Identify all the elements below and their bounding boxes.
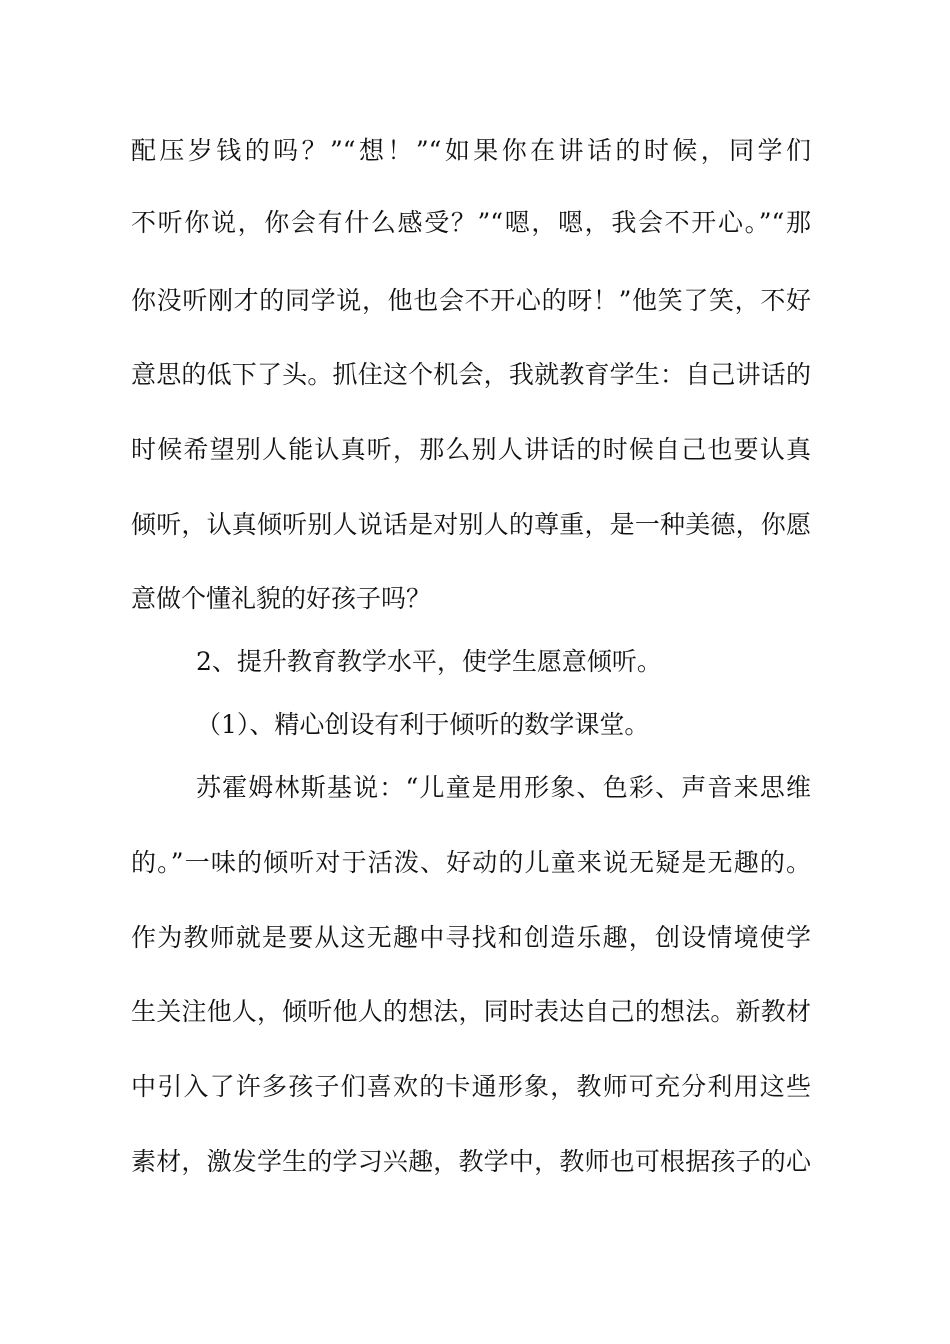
text-line: 作为教师就是要从这无趣中寻找和创造乐趣，创设情境使学 (131, 923, 811, 952)
subsection-heading: （1）、精心创设有利于倾听的数学课堂。 (196, 710, 650, 739)
text-line: 的。”一味的倾听对于活泼、好动的儿童来说无疑是无趣的。 (131, 848, 811, 877)
text-line: 倾听，认真倾听别人说话是对别人的尊重，是一种美德，你愿 (131, 510, 811, 539)
text-line: 生关注他人，倾听他人的想法，同时表达自己的想法。新教材 (131, 997, 811, 1026)
text-line: 配压岁钱的吗？”“想！”“如果你在讲话的时候，同学们 (131, 136, 811, 165)
text-line: 中引入了许多孩子们喜欢的卡通形象，教师可充分利用这些 (131, 1072, 811, 1101)
section-heading: 2、提升教育教学水平，使学生愿意倾听。 (196, 647, 662, 676)
text-line: 时候希望别人能认真听，那么别人讲话的时候自己也要认真 (131, 435, 811, 464)
text-line: 你没听刚才的同学说，他也会不开心的呀！”他笑了笑，不好 (131, 286, 811, 315)
text-line: 不听你说，你会有什么感受？”“嗯，嗯，我会不开心。”“那 (131, 208, 811, 237)
text-line: 苏霍姆林斯基说：“儿童是用形象、色彩、声音来思维 (196, 773, 811, 802)
text-line: 意做个懂礼貌的好孩子吗？ (131, 584, 432, 613)
text-line: 意思的低下了头。抓住这个机会，我就教育学生：自己讲话的 (131, 360, 811, 389)
text-line: 素材，激发学生的学习兴趣，教学中，教师也可根据孩子的心 (131, 1147, 811, 1176)
